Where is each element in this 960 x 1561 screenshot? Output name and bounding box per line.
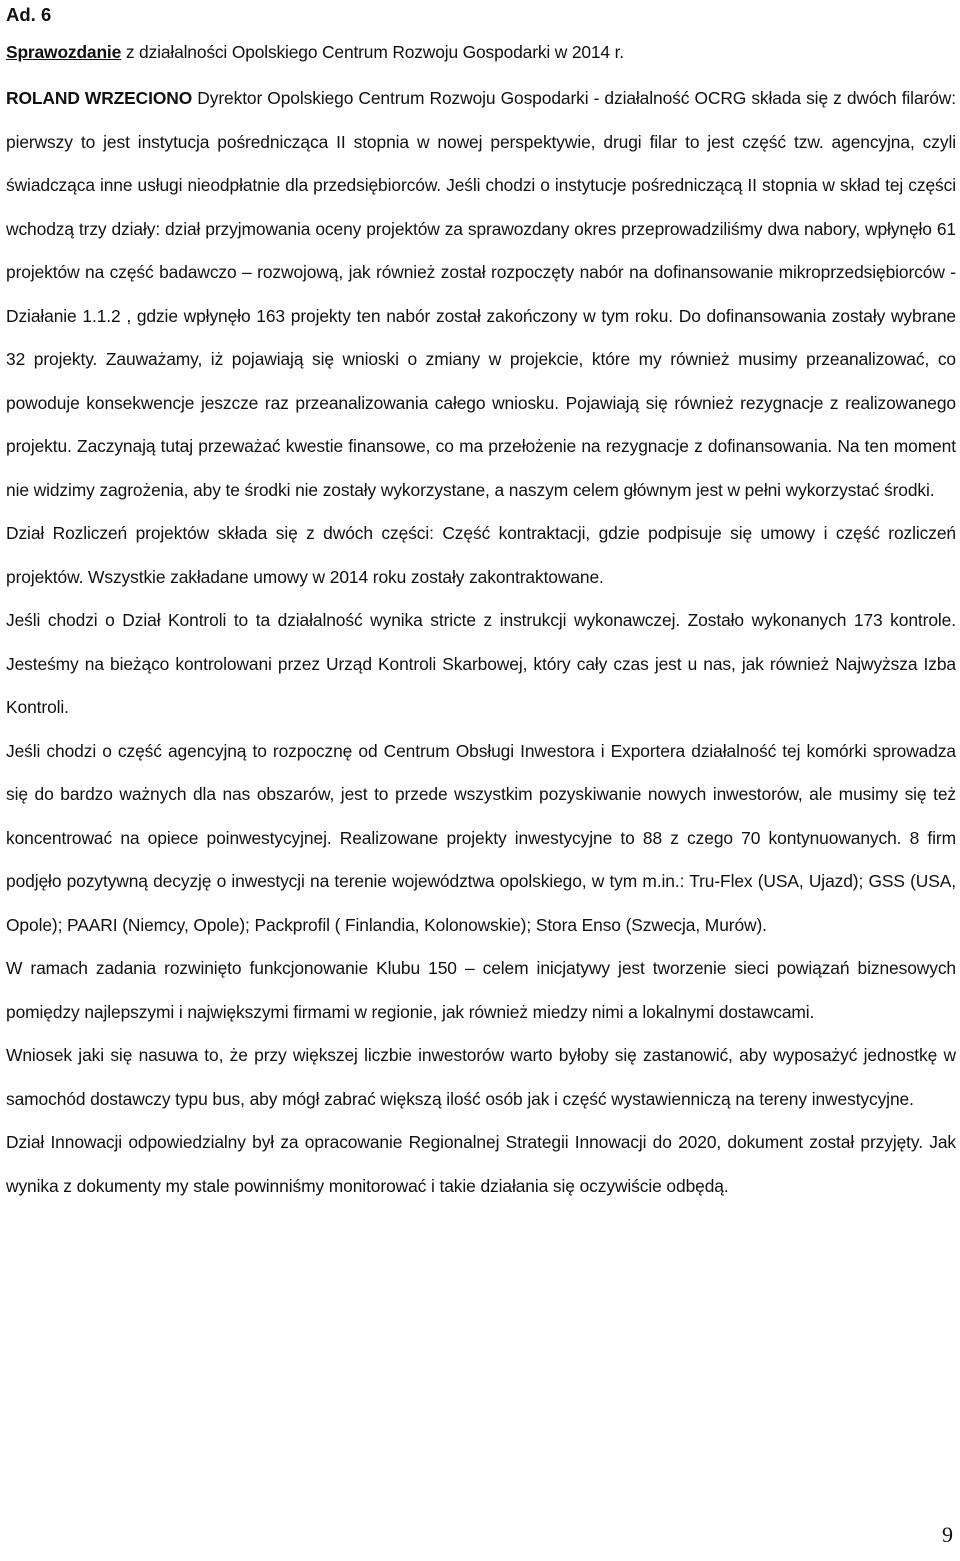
speaker-role: Dyrektor Opolskiego Centrum Rozwoju Gospodarki: [192, 88, 589, 108]
paragraph-4: Jeśli chodzi o część agencyjną to rozpocznę od Centrum Obsługi Inwestora i Exportera działalność tej komórki sprowadza się do bardzo ważnych dla nas obszarów, jest to przede wszystkim pozyskiwanie nowych inwestorów, ale musimy się też koncentrować na opiece poinwestycyjnej. Realizowane projekty inwestycyjne to 88 z czego 70 kontynuowanych. 8 firm podjęło pozytywną decyzję o inwestycji na terenie województwa opolskiego, w tym m.in.: Tru-Flex (USA, Ujazd); GSS (USA, Opole); PAARI (Niemcy, Opole); Packprofil ( Finlandia, Kolonowskie); Stora Enso (Szwecja, Murów).: [6, 740, 956, 935]
report-heading-underlined: Sprawozdanie: [6, 42, 122, 62]
paragraph-5: W ramach zadania rozwinięto funkcjonowanie Klubu 150 – celem inicjatywy jest tworzenie sieci powiązań biznesowych pomiędzy najlepszymi i największymi firmami w regionie, jak również miedzy nimi a lokalnymi dostawcami.: [6, 958, 956, 1022]
document-page: [6, 0, 956, 1208]
paragraph-1-text: - działalność OCRG składa się z dwóch filarów: pierwszy to jest instytucja pośrednicząca II stopnia w nowej perspektywie, drugi filar to jest część tzw. agencyjna, czyli świadcząca inne usługi nieodpłatnie dla przedsiębiorców. Jeśli chodzi o instytucje pośredniczącą II stopnia w skład tej części wchodzą trzy działy: dział przyjmowania oceny projektów za sprawozdany okres przeprowadziliśmy dwa nabory, wpłynęło 61 projektów na część badawczo – rozwojową, jak również został rozpoczęty nabór na dofinansowanie mikroprzedsiębiorców - Działanie 1.1.2 , gdzie wpłynęło 163 projekty ten nabór został zakończony w tym roku. Do dofinansowania zostały wybrane 32 projekty. Zauważamy, iż pojawiają się wnioski o zmiany w projekcie, które my również musimy przeanalizować, co powoduje konsekwencje jeszcze raz przeanalizowania całego wniosku. Pojawiają się również rezygnacje z realizowanego projektu. Zaczynają tutaj przeważać kwestie finansowe, co ma przełożenie na rezygnacje z dofinansowania. Na ten moment nie widzimy zagrożenia, aby te środki nie zostały wykorzystane, a naszym celem głównym jest w pełni wykorzystać środki.: [6, 88, 956, 500]
paragraph-3: Jeśli chodzi o Dział Kontroli to ta działalność wynika stricte z instrukcji wykonawczej. Zostało wykonanych 173 kontrole. Jesteśmy na bieżąco kontrolowani przez Urząd Kontroli Skarbowej, który cały czas jest u nas, jak również Najwyższa Izba Kontroli.: [6, 610, 956, 717]
paragraph-7: Dział Innowacji odpowiedzialny był za opracowanie Regionalnej Strategii Innowacji do 2020, dokument został przyjęty. Jak wynika z dokumenty my stale powinniśmy monitorować i takie działania się oczywiście odbędą.: [6, 1132, 956, 1196]
paragraph-1: [6, 77, 956, 512]
paragraph-2: Dział Rozliczeń projektów składa się z dwóch części: Część kontraktacji, gdzie podpisuje się umowy i część rozliczeń projektów. Wszystkie zakładane umowy w 2014 roku zostały zakontraktowane.: [6, 523, 956, 587]
report-heading: [6, 40, 956, 64]
speaker-name: ROLAND WRZECIONO: [6, 88, 193, 108]
agenda-item-label: Ad. 6: [6, 4, 52, 25]
page-number: 9: [942, 1522, 953, 1547]
paragraph-6: Wniosek jaki się nasuwa to, że przy większej liczbie inwestorów warto byłoby się zastanowić, aby wyposażyć jednostkę w samochód dostawczy typu bus, aby mógł zabrać większą ilość osób jak i część wystawienniczą na tereny inwestycyjne.: [6, 1045, 956, 1109]
report-heading-text: z działalności Opolskiego Centrum Rozwoju Gospodarki w 2014 r.: [121, 42, 624, 62]
